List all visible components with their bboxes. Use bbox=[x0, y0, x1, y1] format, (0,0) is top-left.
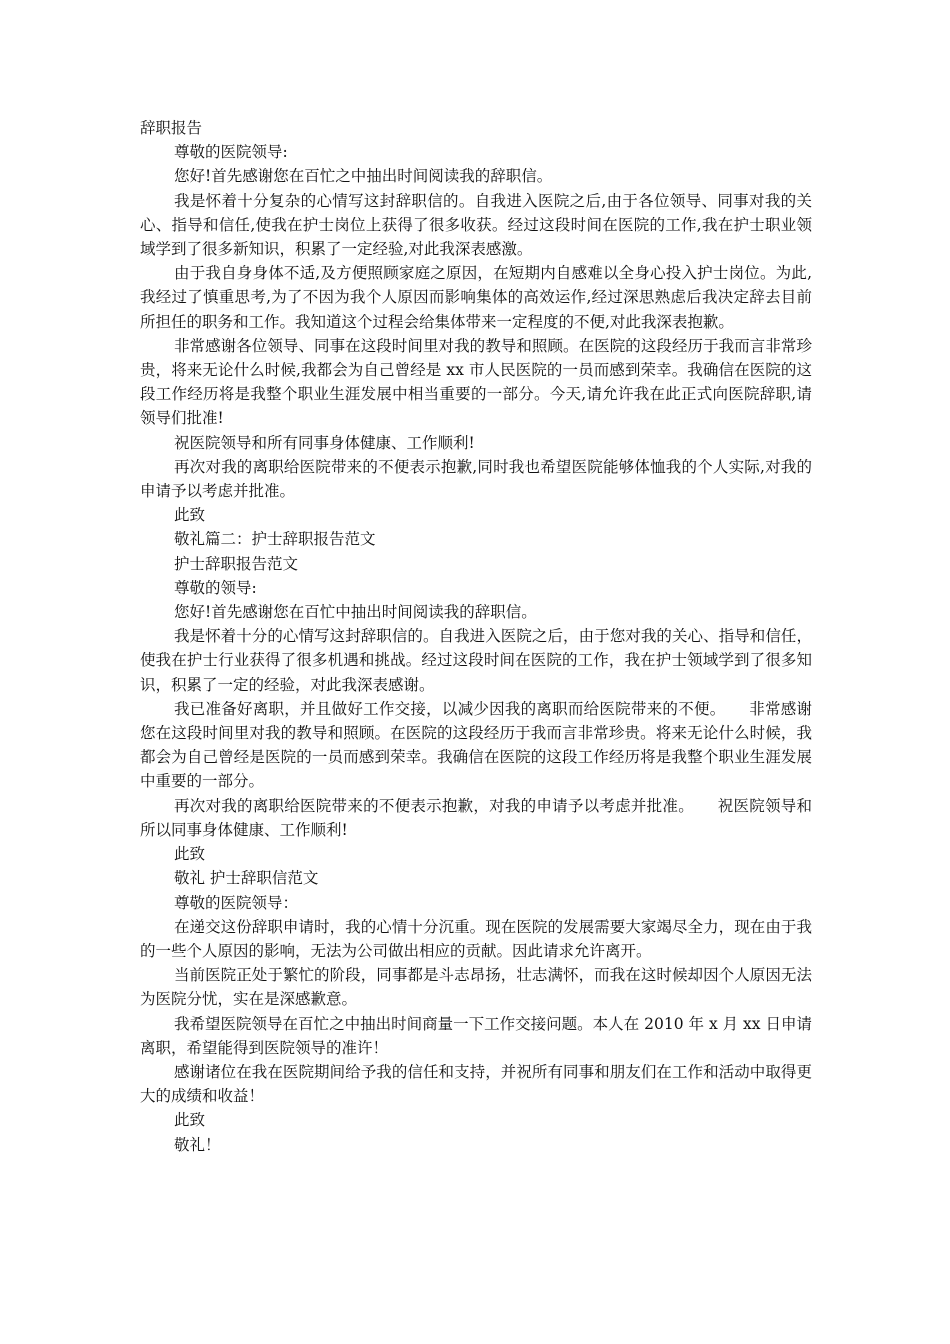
body-paragraph: 再次对我的离职给医院带来的不便表示抱歉,同时我也希望医院能够体恤我的个人实际,对我的申请予以考虑并批准。 bbox=[140, 457, 812, 501]
body-paragraph: 感谢诸位在我在医院期间给予我的信任和支持，并祝所有同事和朋友们在工作和活动中取得更大的成绩和收益！ bbox=[140, 1062, 812, 1106]
body-paragraph: 由于我自身身体不适,及方便照顾家庭之原因，在短期内自感难以全身心投入护士岗位。为此,我经过了慎重思考,为了不因为我个人原因而影响集体的高效运作,经过深思熟虑后我决定辞去目前所担任的职务和工作。我知道这个过程会给集体带来一定程度的不便,对此我深表抱歉。 bbox=[140, 264, 812, 331]
salutation: 尊敬的医院领导: bbox=[174, 143, 288, 162]
body-paragraph: 在递交这份辞职申请时，我的心情十分沉重。现在医院的发展需要大家竭尽全力，现在由于我的一些个人原因的影响，无法为公司做出相应的贡献。因此请求允许离开。 bbox=[140, 917, 812, 960]
section-heading: 敬礼 护士辞职信范文 bbox=[174, 869, 319, 888]
body-paragraph: 我是怀着十分的心情写这封辞职信的。自我进入医院之后，由于您对我的关心、指导和信任，使我在护士行业获得了很多机遇和挑战。经过这段时间在医院的工作，我在护士领域学到了很多知识，积累了一定的经验，对此我深表感谢。 bbox=[140, 627, 812, 694]
salutation: 尊敬的医院领导： bbox=[174, 893, 299, 912]
blessing: 祝医院领导和所有同事身体健康、工作顺利! bbox=[174, 433, 475, 452]
salutation: 尊敬的领导: bbox=[174, 578, 257, 597]
body-paragraph: 我已准备好离职，并且做好工作交接，以减少因我的离职而给医院带来的不便。 非常感谢您在这段时间里对我的教导和照顾。在医院的这段经历于我而言非常珍贵。将来无论什么时候，我都会为自己曾经是医院的一员而感到荣幸。我确信在医院的这段工作经历将是我整个职业生涯发展中重要的一部分。 bbox=[140, 699, 812, 791]
body-paragraph: 当前医院正处于繁忙的阶段，同事都是斗志昂扬，壮志满怀，而我在这时候却因个人原因无法为医院分忧，实在是深感歉意。 bbox=[140, 966, 812, 1009]
section-title: 护士辞职报告范文 bbox=[174, 554, 299, 573]
greeting: 您好!首先感谢您在百忙中抽出时间阅读我的辞职信。 bbox=[174, 603, 537, 622]
closing: 此致 bbox=[174, 1111, 206, 1130]
closing: 此致 bbox=[174, 506, 206, 525]
closing: 此致 bbox=[174, 845, 206, 864]
body-paragraph: 非常感谢各位领导、同事在这段时间里对我的教导和照顾。在医院的这段经历于我而言非常珍贵，将来无论什么时候,我都会为自己曾经是 xx 市人民医院的一员而感到荣幸。我确信在医院的这段工作经历将是我整个职业生涯发展中相当重要的一部分。今天,请允许我在此正式向医院辞职,请领导们批准! bbox=[140, 336, 812, 428]
document-body bbox=[140, 116, 812, 1157]
document-title: 辞职报告 bbox=[140, 119, 203, 137]
section-heading: 敬礼篇二：护士辞职报告范文 bbox=[174, 530, 376, 549]
closing-regards: 敬礼！ bbox=[174, 1135, 221, 1154]
body-paragraph: 再次对我的离职给医院带来的不便表示抱歉，对我的申请予以考虑并批准。 祝医院领导和所以同事身体健康、工作顺利! bbox=[140, 796, 812, 839]
greeting: 您好!首先感谢您在百忙之中抽出时间阅读我的辞职信。 bbox=[174, 167, 553, 186]
body-paragraph: 我希望医院领导在百忙之中抽出时间商量一下工作交接问题。本人在 2010 年 x 月 xx 日申请离职，希望能得到医院领导的准许！ bbox=[140, 1014, 812, 1057]
body-paragraph: 我是怀着十分复杂的心情写这封辞职信的。自我进入医院之后,由于各位领导、同事对我的关心、指导和信任,使我在护士岗位上获得了很多收获。经过这段时间在医院的工作,我在护士职业领域学到了很多新知识，积累了一定经验,对此我深表感激。 bbox=[140, 191, 812, 259]
